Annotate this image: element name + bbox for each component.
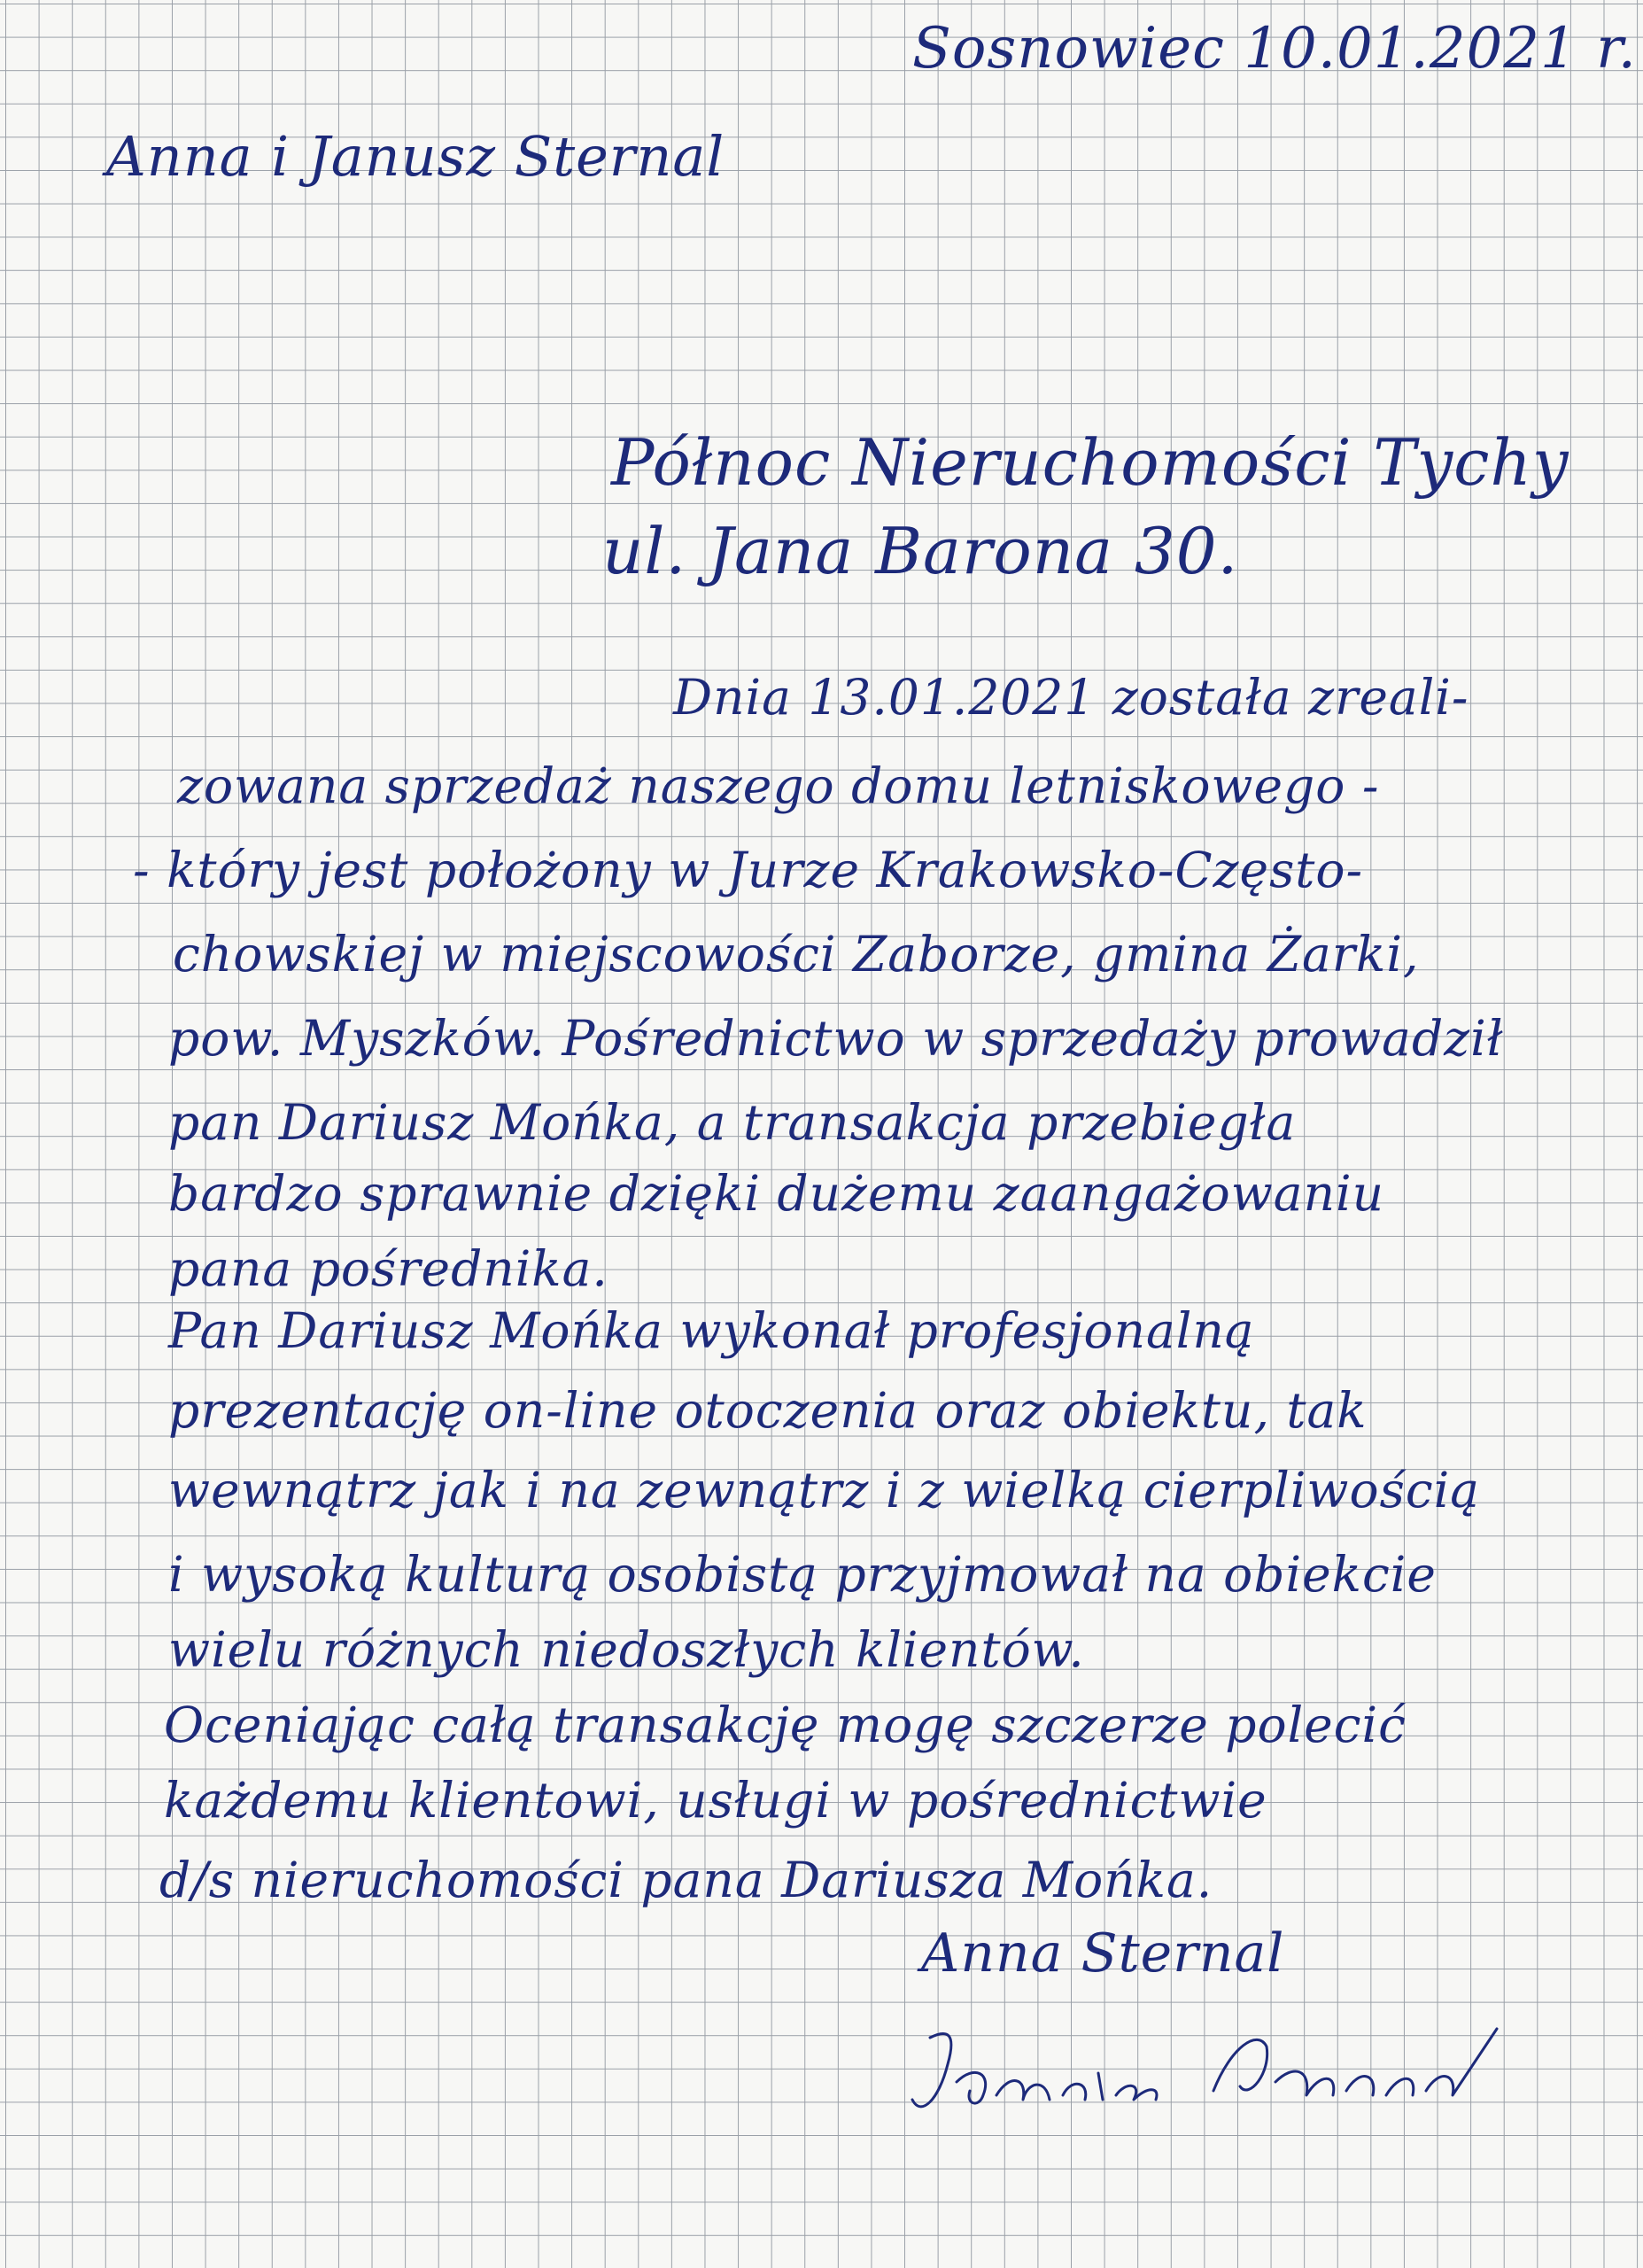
body-line: chowskiej w miejscowości Zaborze, gmina Żarki, — [173, 926, 1420, 983]
body-line: wewnątrz jak i na zewnątrz i z wielką cierpliwością — [168, 1462, 1481, 1518]
body-line: - który jest położony w Jurze Krakowsko-Często- — [133, 842, 1364, 898]
body-line: zowana sprzedaż naszego domu letniskowego - — [177, 757, 1380, 814]
body-line: Pan Dariusz Mońka wykonał profesjonalną — [168, 1302, 1255, 1359]
signature-janusz — [895, 2011, 1515, 2135]
recipient-address: ul. Jana Barona 30. — [602, 514, 1239, 588]
body-line: Oceniając całą transakcję mogę szczerze polecić — [164, 1697, 1407, 1753]
body-line: pan Dariusz Mońka, a transakcja przebiegła — [168, 1094, 1297, 1151]
body-line: pana pośrednika. — [168, 1240, 608, 1297]
body-line: prezentację on-line otoczenia oraz obiektu, tak — [168, 1382, 1368, 1439]
sender-name: Anna i Janusz Sternal — [106, 124, 725, 189]
body-line: każdemu klientowi, usługi w pośrednictwie — [164, 1772, 1267, 1829]
body-line: bardzo sprawnie dzięki dużemu zaangażowaniu — [168, 1165, 1385, 1222]
body-line: i wysoką kulturą osobistą przyjmował na obiekcie — [168, 1546, 1437, 1603]
body-line: pow. Myszków. Pośrednictwo w sprzedaży prowadził — [168, 1010, 1504, 1067]
recipient-name: Północ Nieruchomości Tychy — [611, 425, 1569, 500]
body-line: d/s nieruchomości pana Dariusza Mońka. — [159, 1852, 1213, 1908]
body-line: wielu różnych niedoszłych klientów. — [168, 1621, 1085, 1678]
body-line: Dnia 13.01.2021 została zreali- — [673, 669, 1469, 726]
date-line: Sosnowiec 10.01.2021 r. — [912, 16, 1637, 82]
signature-anna: Anna Sternal — [921, 1922, 1285, 1984]
